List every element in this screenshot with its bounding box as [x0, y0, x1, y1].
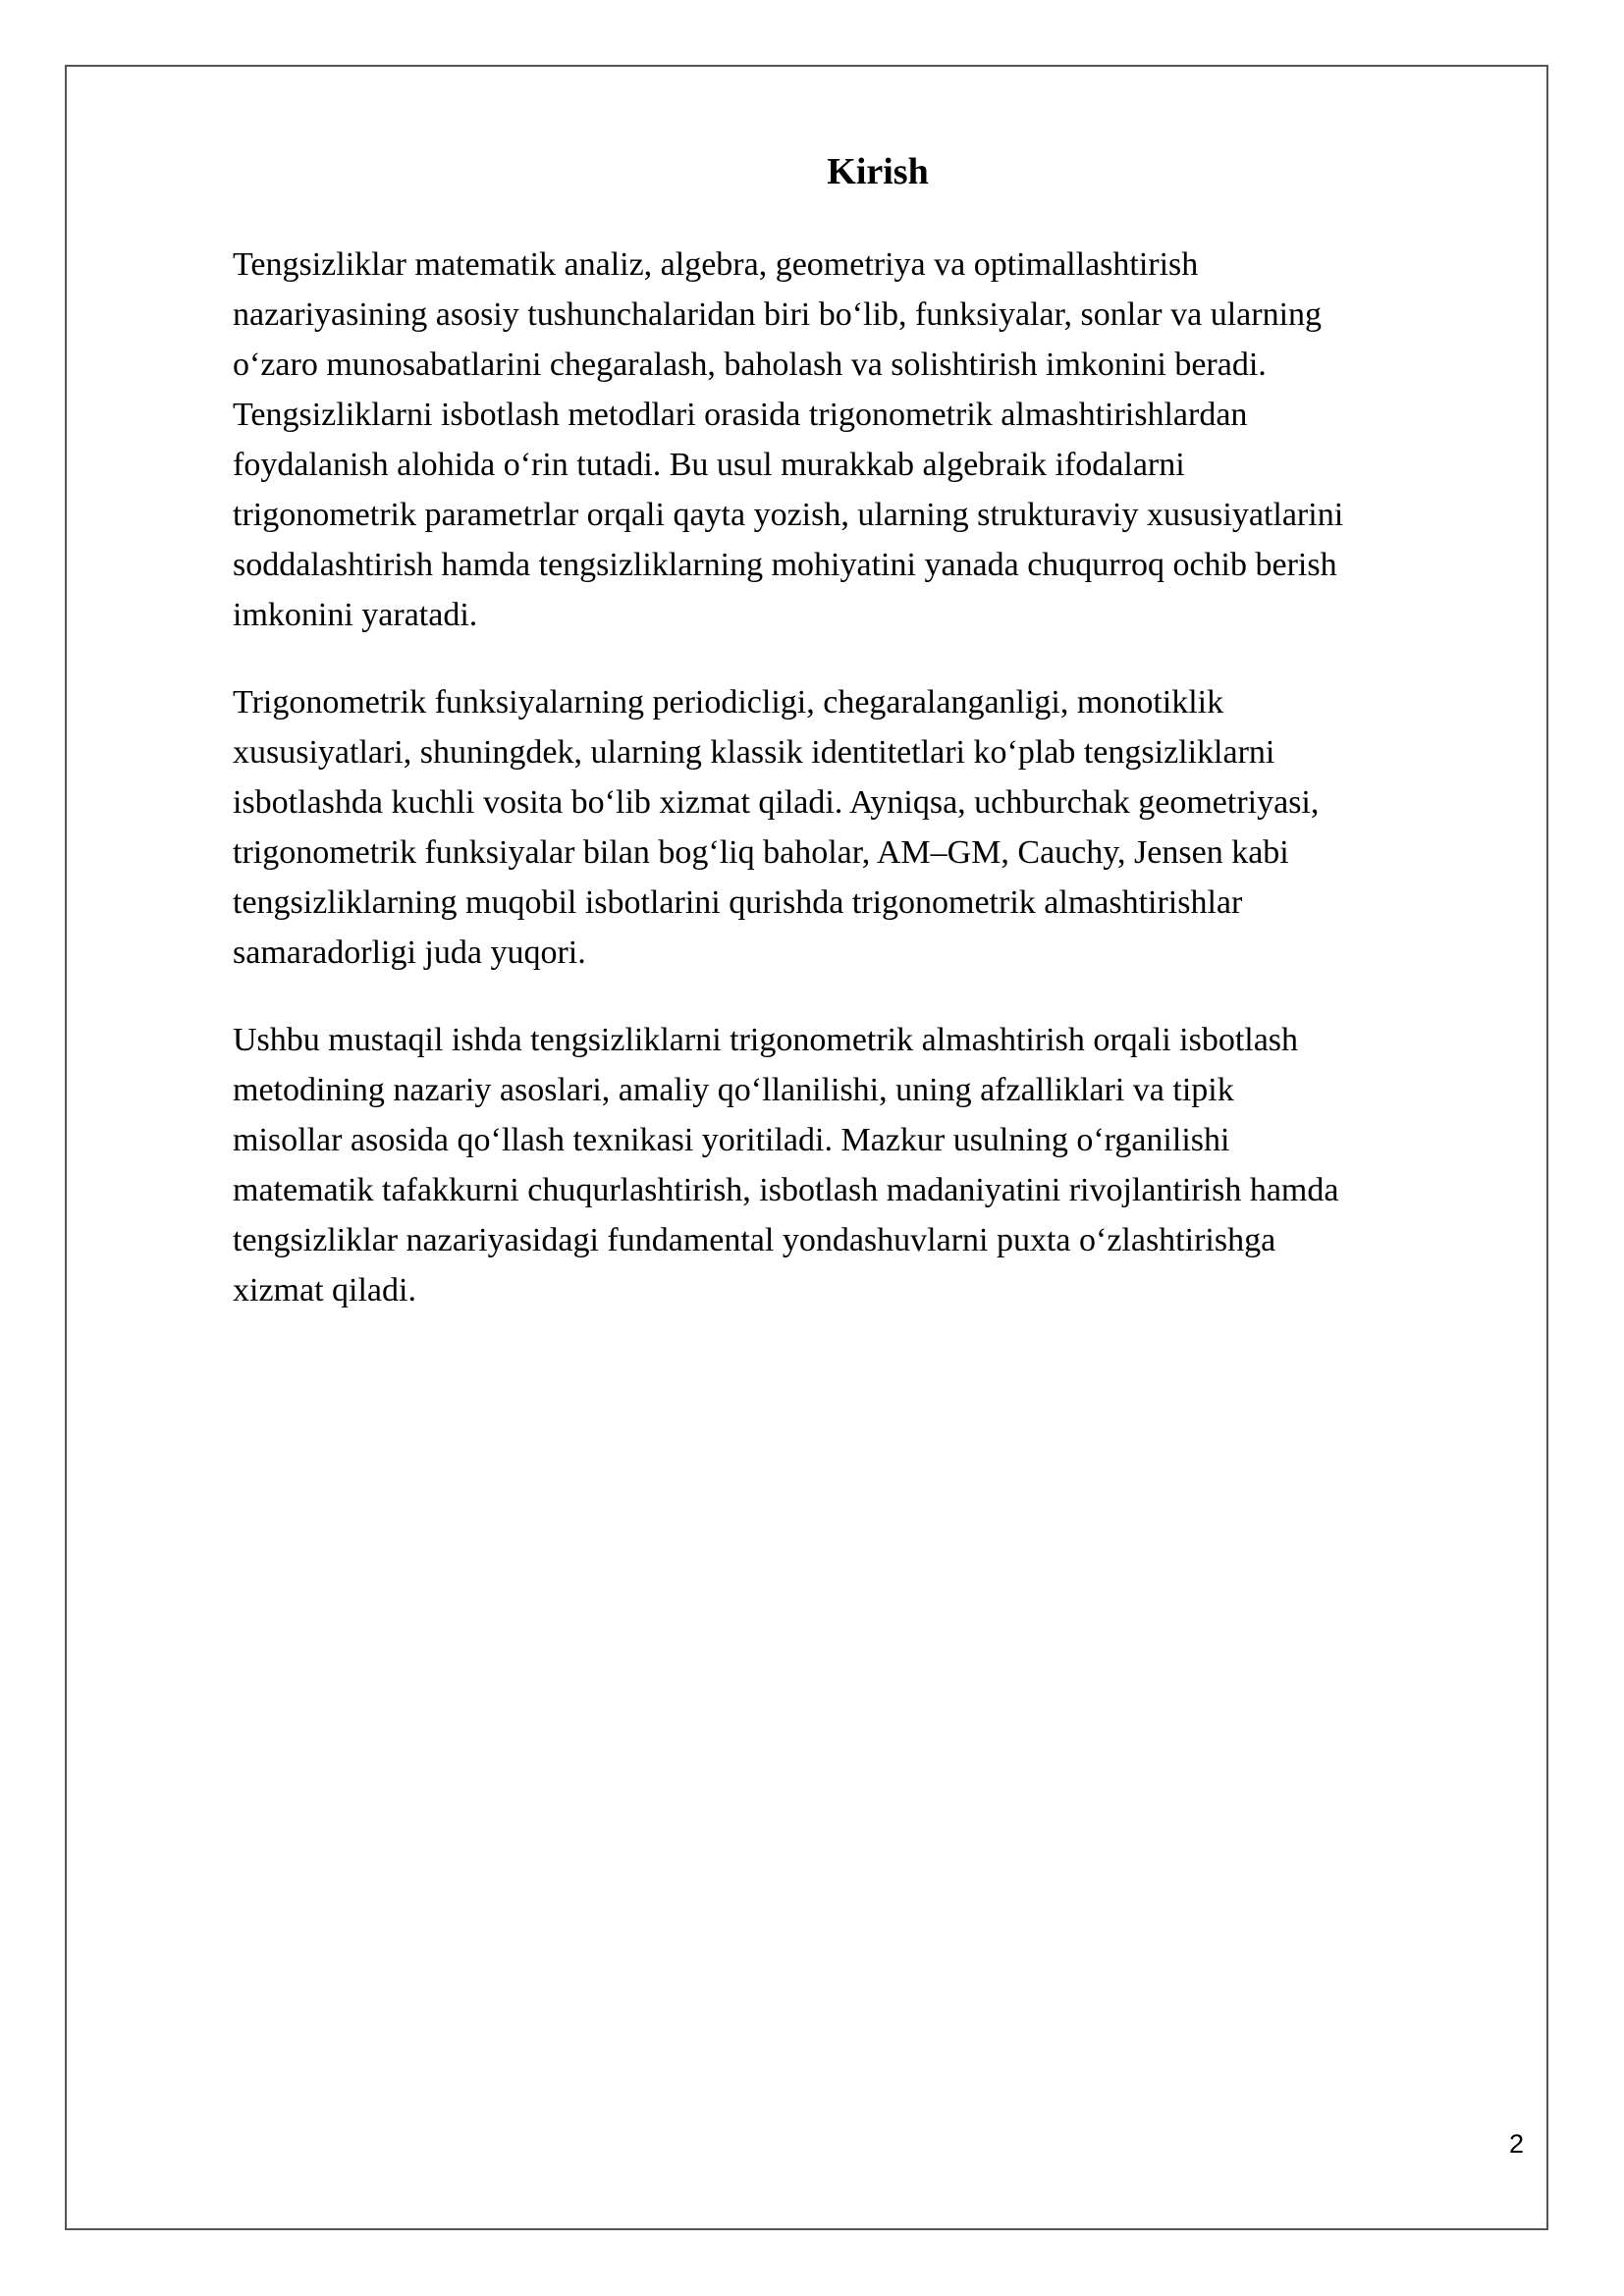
paragraph-line: o‘zaro munosabatlarini chegaralash, baholash va solishtirish imkonini beradi.	[233, 347, 1267, 383]
paragraph-line: soddalashtirish hamda tengsizliklarning mohiyatini yanada chuqurroq ochib berish	[233, 547, 1337, 583]
paragraph-3	[233, 1015, 1519, 1315]
paragraph-line: foydalanish alohida o‘rin tutadi. Bu usul murakkab algebraik ifodalarni	[233, 447, 1185, 483]
paragraph-line: metodining nazariy asoslari, amaliy qo‘llanilishi, uning afzalliklari va tipik	[233, 1072, 1234, 1108]
paragraph-line: trigonometrik parametrlar orqali qayta yozish, ularning strukturaviy xususiyatlarini	[233, 497, 1344, 533]
paragraph-1	[233, 240, 1519, 640]
paragraph-line: Tengsizliklar matematik analiz, algebra, geometriya va optimallashtirish	[233, 246, 1199, 283]
paragraph-line: xususiyatlari, shuningdek, ularning klassik identitetlari ko‘plab tengsizliklarni	[233, 734, 1275, 771]
paragraph-line: isbotlashda kuchli vosita bo‘lib xizmat qiladi. Ayniqsa, uchburchak geometriyasi,	[233, 784, 1320, 821]
paragraph-2	[233, 677, 1519, 978]
paragraph-line: Tengsizliklarni isbotlash metodlari orasida trigonometrik almashtirishlardan	[233, 397, 1248, 433]
paragraph-line: xizmat qiladi.	[233, 1272, 416, 1308]
page-number: 2	[1508, 2129, 1524, 2159]
document-body	[233, 240, 1519, 1353]
paragraph-line: tengsizliklarning muqobil isbotlarini qurishda trigonometrik almashtirishlar	[233, 884, 1243, 921]
paragraph-line: Trigonometrik funksiyalarning periodicligi, chegaralanganligi, monotiklik	[233, 684, 1224, 721]
paragraph-line: imkonini yaratadi.	[233, 597, 478, 633]
paragraph-line: matematik tafakkurni chuqurlashtirish, isbotlash madaniyatini rivojlantirish hamda	[233, 1172, 1339, 1208]
paragraph-line: nazariyasining asosiy tushunchalaridan biri bo‘lib, funksiyalar, sonlar va ularning	[233, 296, 1323, 333]
paragraph-line: samaradorligi juda yuqori.	[233, 934, 586, 971]
paragraph-line: trigonometrik funksiyalar bilan bog‘liq baholar, AM–GM, Cauchy, Jensen kabi	[233, 834, 1289, 871]
paragraph-line: tengsizliklar nazariyasidagi fundamental yondashuvlarni puxta o‘zlashtirishga	[233, 1222, 1276, 1258]
paragraph-line: Ushbu mustaqil ishda tengsizliklarni trigonometrik almashtirish orqali isbotlash	[233, 1022, 1299, 1058]
paragraph-line: misollar asosida qo‘llash texnikasi yoritiladi. Mazkur usulning o‘rganilishi	[233, 1122, 1230, 1158]
page-title: Kirish	[827, 151, 929, 192]
